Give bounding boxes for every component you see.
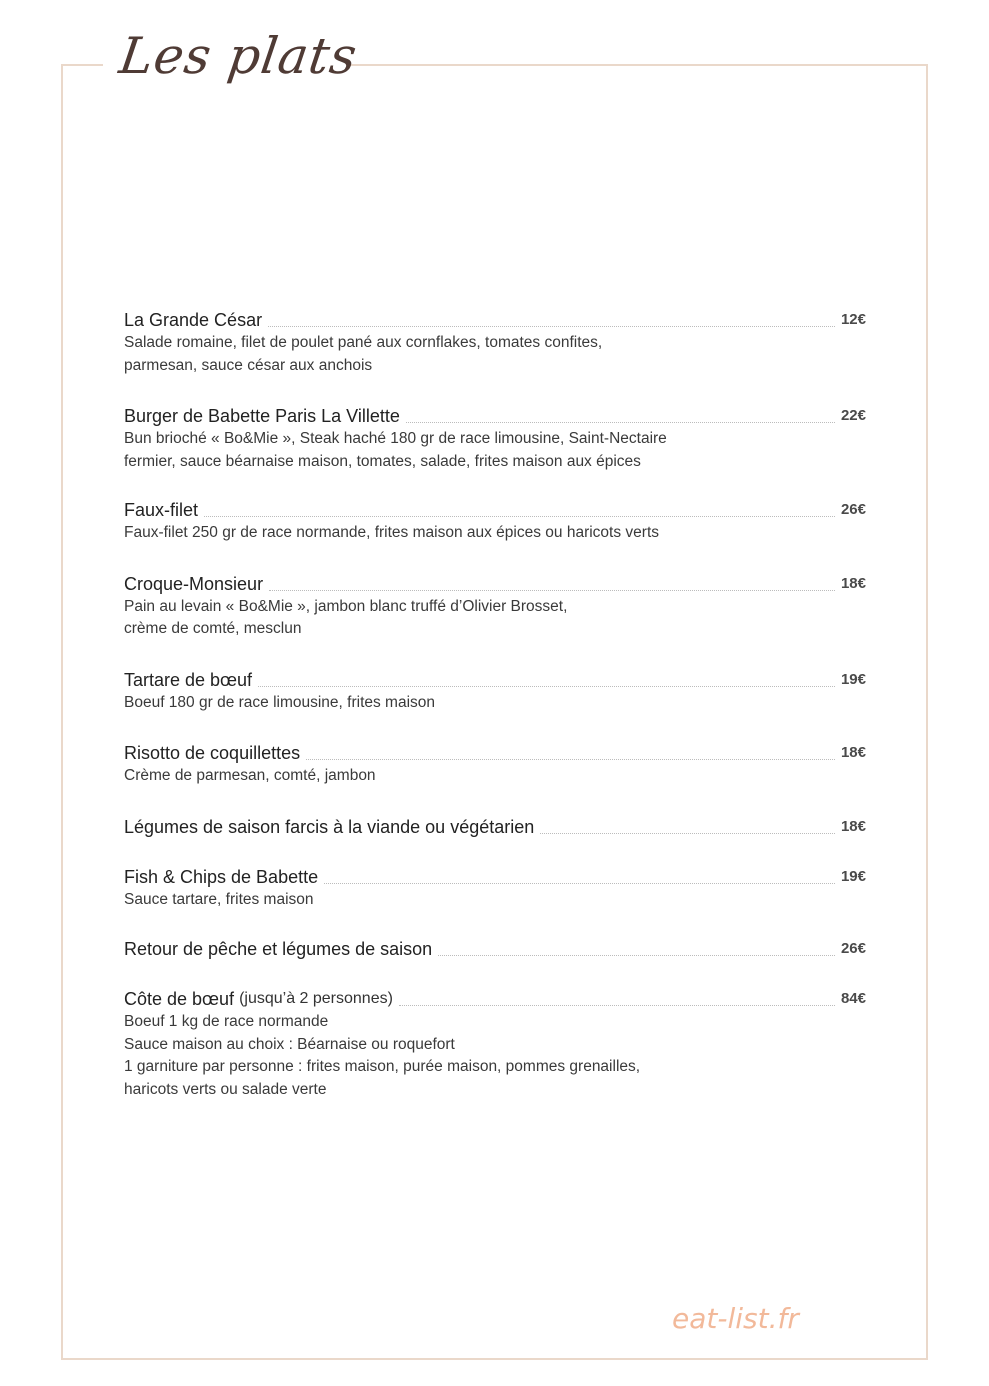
menu-item <box>124 404 866 473</box>
dish-name: Côte de bœuf <box>124 989 235 1009</box>
menu-item-header <box>124 865 866 889</box>
menu-item-header <box>124 668 866 692</box>
dish-name: Burger de Babette Paris La Villette <box>124 406 400 426</box>
watermark: eat-list.fr <box>672 1302 799 1335</box>
description-line: Crème de parmesan, comté, jambon <box>124 767 376 784</box>
dish-name: Croque-Monsieur <box>124 573 264 594</box>
dish-description <box>124 692 866 715</box>
dot-leader <box>540 832 835 834</box>
dish-name: Retour de pêche et légumes de saison <box>124 939 433 959</box>
menu-item-header <box>124 815 866 839</box>
menu-item <box>124 572 866 641</box>
menu-item <box>124 865 866 912</box>
dish-description <box>124 428 866 473</box>
dot-leader <box>258 685 835 687</box>
dish-price: 18€ <box>840 744 866 761</box>
menu-item-header <box>124 498 866 522</box>
dish-description <box>124 1011 866 1101</box>
menu-item <box>124 937 866 961</box>
description-line: Bun brioché « Bo&Mie », Steak haché 180 gr de race limousine, Saint-Nectaire <box>124 430 667 447</box>
description-line: Boeuf 1 kg de race normande <box>124 1013 329 1030</box>
dish-name: Légumes de saison farcis à la viande ou végétarien <box>124 816 535 837</box>
description-line: parmesan, sauce césar aux anchois <box>124 356 373 374</box>
dish-price: 22€ <box>840 407 866 424</box>
menu-item-header <box>124 741 866 765</box>
description-line: Salade romaine, filet de poulet pané aux cornflakes, tomates confites, <box>124 334 603 351</box>
menu-item <box>124 668 866 715</box>
menu-item-header <box>124 308 866 332</box>
dish-name: Risotto de coquillettes <box>124 743 301 763</box>
menu-item-header <box>124 987 866 1011</box>
menu-item <box>124 815 866 839</box>
menu-item <box>124 308 866 382</box>
dot-leader <box>269 589 835 591</box>
dish-price: 26€ <box>840 940 866 957</box>
dish-price: 12€ <box>840 311 866 328</box>
description-line: 1 garniture par personne : frites maison, purée maison, pommes grenailles, <box>124 1058 641 1075</box>
menu-item <box>124 498 866 545</box>
description-line: haricots verts ou salade verte <box>124 1080 327 1098</box>
menu-item-header <box>124 572 866 596</box>
menu-item-header <box>124 404 866 428</box>
dish-price: 19€ <box>840 867 866 885</box>
dish-description <box>124 522 866 545</box>
dot-leader <box>204 515 835 517</box>
dish-price: 18€ <box>840 817 866 835</box>
dish-name: Fish & Chips de Babette <box>124 866 319 887</box>
dot-leader <box>324 882 835 884</box>
description-line: Faux-filet 250 gr de race normande, frites maison aux épices ou haricots verts <box>124 524 660 541</box>
dot-leader <box>306 758 835 760</box>
description-line: Pain au levain « Bo&Mie », jambon blanc truffé d’Olivier Brosset, <box>124 597 568 615</box>
description-line: Boeuf 180 gr de race limousine, frites maison <box>124 693 436 711</box>
description-line: crème de comté, mesclun <box>124 620 302 637</box>
page-title: Les plats <box>115 27 361 85</box>
dish-description <box>124 332 866 382</box>
dish-note: (jusqu’à 2 personnes) <box>239 990 393 1007</box>
dish-price: 84€ <box>840 990 866 1007</box>
menu-item <box>124 987 866 1101</box>
dish-price: 26€ <box>840 501 866 518</box>
dish-name: Tartare de bœuf <box>124 669 253 690</box>
dot-leader <box>268 325 835 327</box>
dot-leader <box>406 421 835 423</box>
dot-leader <box>438 954 835 956</box>
dish-name: La Grande César <box>124 310 263 330</box>
menu-item <box>124 741 866 788</box>
dish-price: 18€ <box>840 574 866 592</box>
description-line: fermier, sauce béarnaise maison, tomates, salade, frites maison aux épices <box>124 452 641 470</box>
description-line: Sauce tartare, frites maison <box>124 890 314 908</box>
menu-list <box>124 308 866 1101</box>
description-line: Sauce maison au choix : Béarnaise ou roquefort <box>124 1035 455 1053</box>
dot-leader <box>399 1004 835 1006</box>
dish-description <box>124 889 866 912</box>
dish-price: 19€ <box>840 670 866 688</box>
dish-description <box>124 596 866 641</box>
menu-item-header <box>124 937 866 961</box>
dish-description <box>124 765 866 788</box>
dish-name: Faux-filet <box>124 500 199 520</box>
